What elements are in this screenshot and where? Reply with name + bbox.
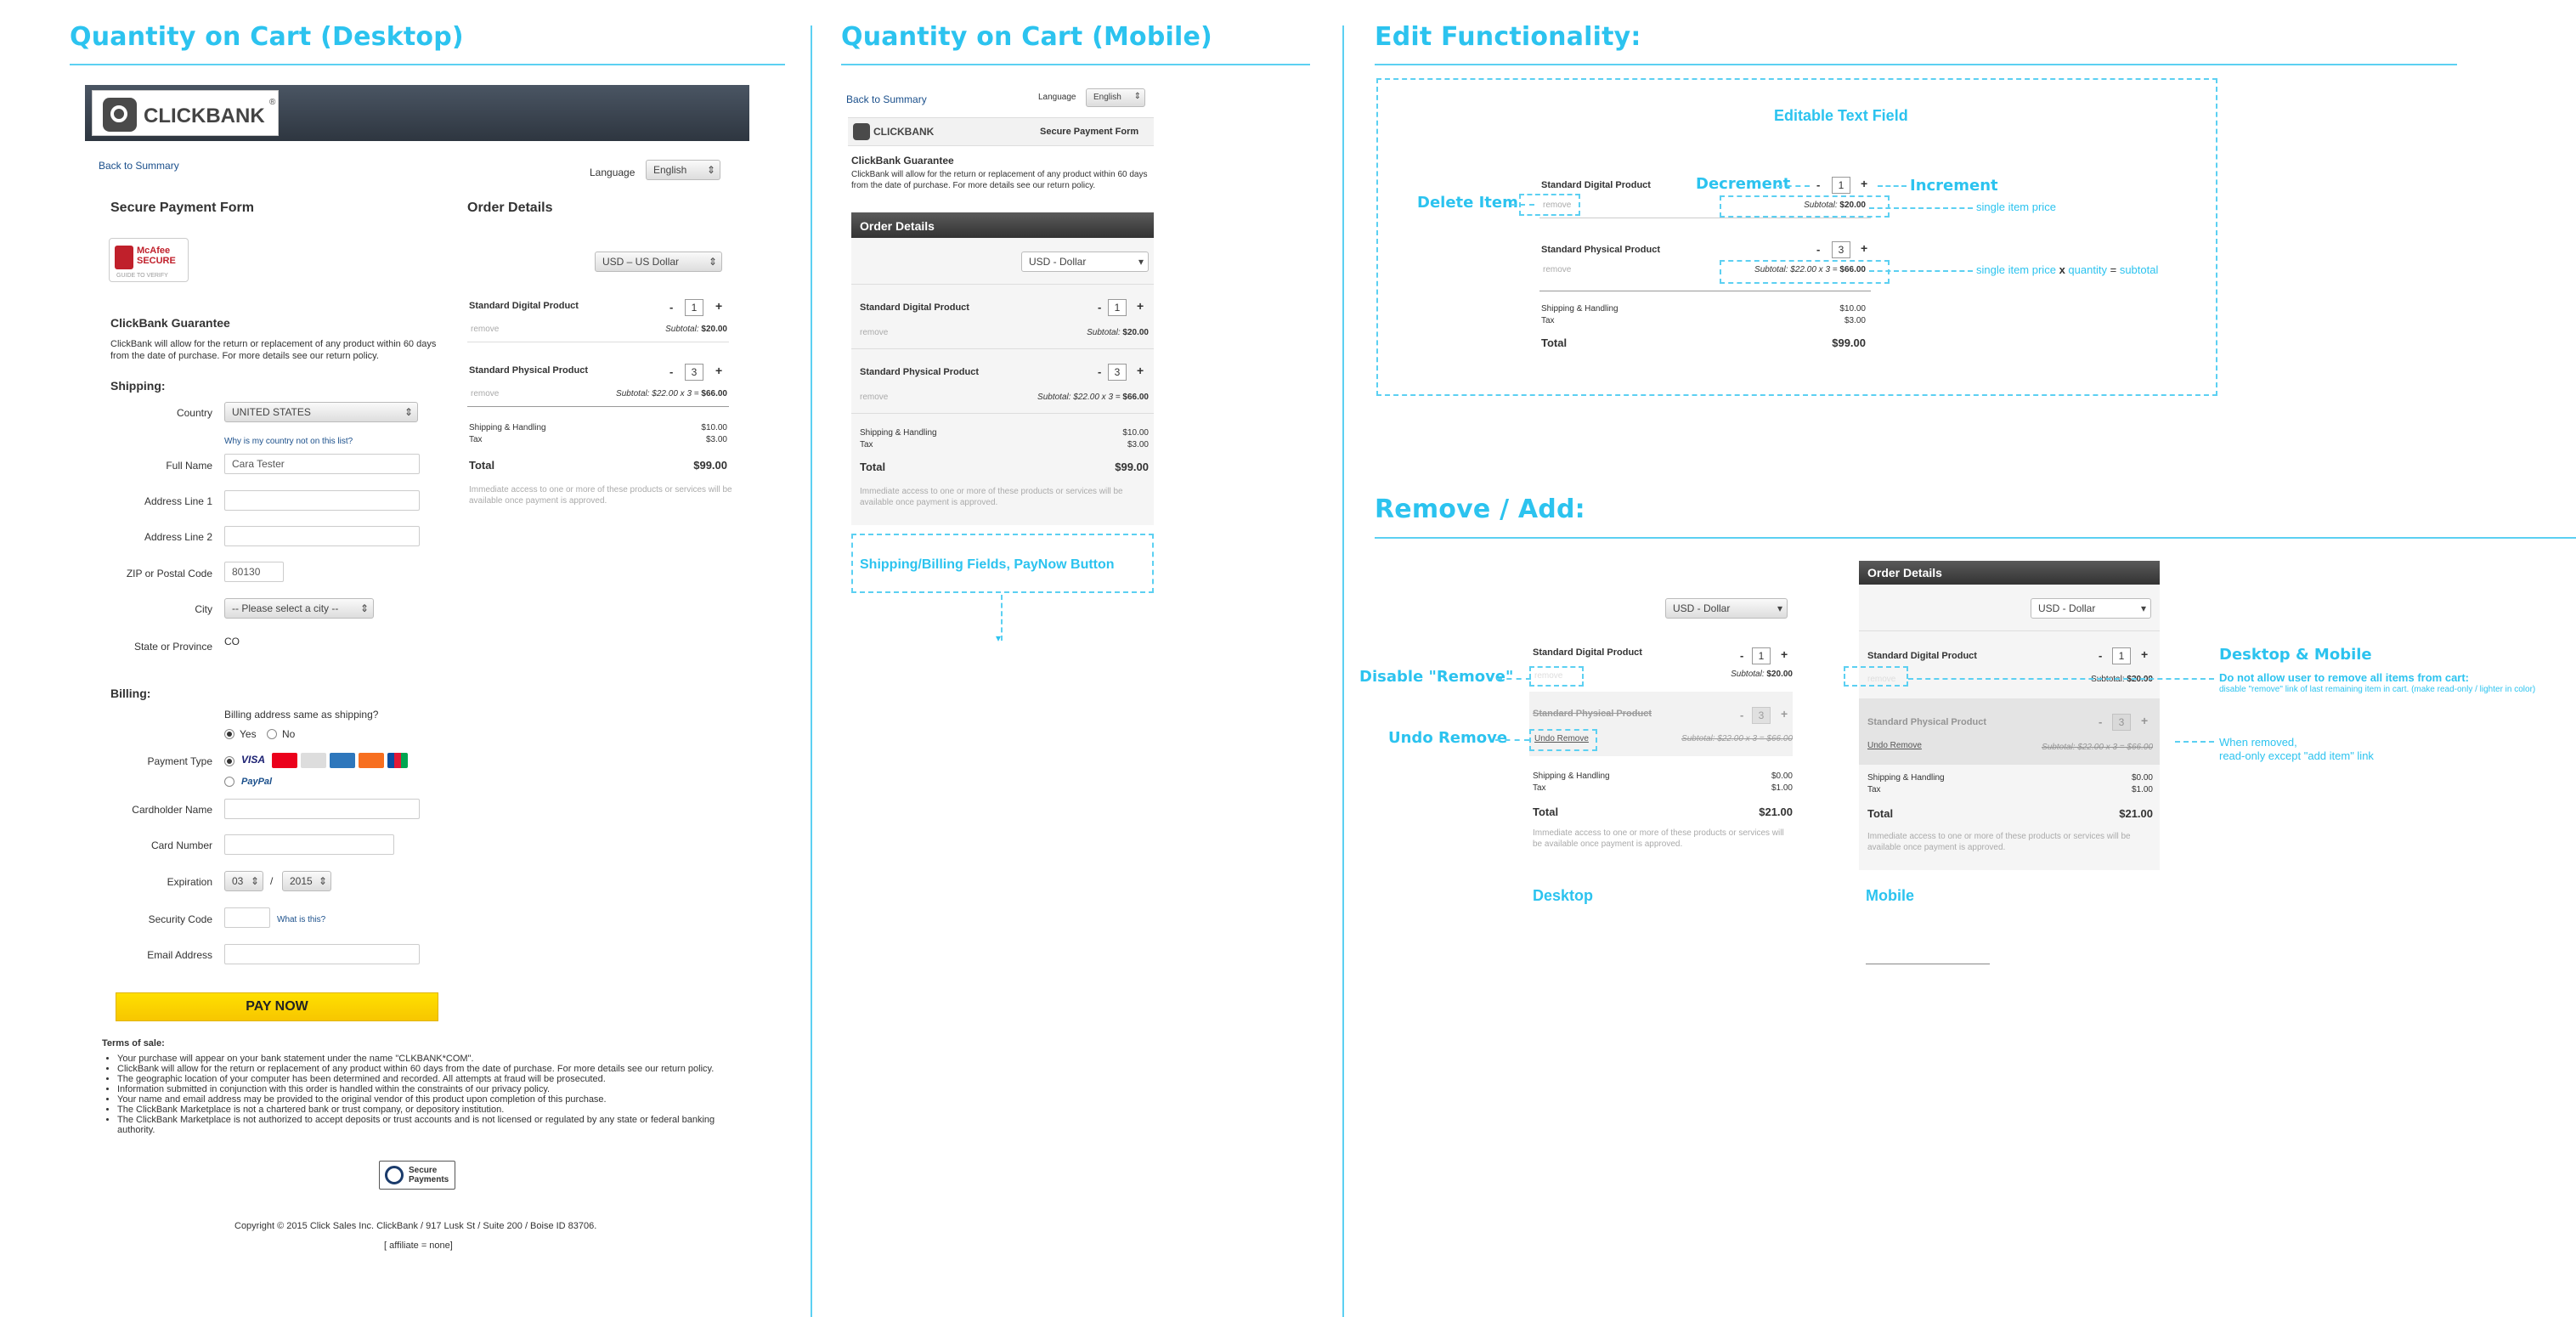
tax-value: $3.00 — [1844, 316, 1866, 325]
payment-type-label: Payment Type — [147, 755, 212, 767]
divider — [851, 413, 1154, 414]
quantity-input: 3 — [1752, 707, 1771, 724]
terms-item: • Your name and email address may be provided to the original vendor of this product upon completion of this purchase. — [117, 1094, 734, 1105]
quantity-input[interactable]: 3 — [1832, 241, 1850, 258]
plus-icon[interactable]: + — [1781, 647, 1788, 661]
card-number-label: Card Number — [150, 839, 212, 851]
shipping-label: Shipping & Handling — [860, 428, 937, 438]
chevron-down-icon: ⇕ — [706, 164, 715, 176]
chevron-down-icon: ⇕ — [250, 875, 259, 887]
email-input[interactable] — [224, 944, 420, 964]
total-label: Total — [860, 461, 886, 473]
tax-value: $3.00 — [705, 435, 727, 444]
dashed-arrow-icon — [1878, 185, 1907, 187]
logo-reg: ® — [269, 98, 276, 107]
subtotal-value: Subtotal: $22.00 x 3 = $66.00 — [1681, 734, 1793, 743]
tax-label: Tax — [1867, 785, 1881, 794]
minus-icon[interactable]: - — [1098, 301, 1102, 314]
chevron-down-icon: ⇕ — [1133, 92, 1141, 101]
amex-icon — [330, 753, 355, 768]
chevron-down-icon: ▾ — [1777, 602, 1782, 614]
jcb-icon — [387, 753, 408, 768]
header-bar — [85, 85, 749, 141]
undo-highlight — [1529, 729, 1597, 751]
shipping-label: Shipping & Handling — [1533, 772, 1610, 781]
billing-yes-label: Yes — [240, 728, 257, 740]
mobile-currency-select[interactable]: USD - Dollar ▾ — [1021, 252, 1149, 272]
tax-value: $3.00 — [1127, 440, 1149, 449]
total-label: Total — [1533, 805, 1559, 818]
mobile-placeholder-box — [851, 534, 1154, 593]
plus-icon[interactable]: + — [1861, 241, 1868, 255]
mcafee-badge: McAfee SECURE GUIDE TO VERIFY — [109, 238, 189, 282]
diners-icon — [301, 753, 326, 768]
item-name: Standard Physical Product — [1867, 717, 1986, 727]
tax-label: Tax — [860, 440, 873, 449]
chevron-down-icon: ▾ — [1138, 256, 1144, 268]
subtotal-label: Subtotal: — [1087, 328, 1121, 337]
minus-icon[interactable]: - — [669, 301, 674, 314]
quantity-input[interactable]: 1 — [685, 299, 703, 316]
pay-now-button[interactable]: PAY NOW — [116, 992, 438, 1021]
undo-remove-link[interactable]: Undo Remove — [1867, 741, 1922, 750]
dashed-arrow-icon — [1495, 739, 1529, 741]
access-note: Immediate access to one or more of these products or services will be available once payment is approved. — [1533, 828, 1784, 849]
divider — [851, 348, 1154, 349]
zip-input[interactable]: 80130 — [224, 562, 284, 582]
subtotal-value: $66.00 — [701, 389, 727, 398]
divider — [851, 284, 1154, 285]
quantity-input[interactable]: 1 — [1752, 647, 1771, 664]
zip-label: ZIP or Postal Code — [126, 568, 212, 579]
dashed-arrow-icon — [2175, 741, 2214, 743]
remove-mobile-currency-select[interactable]: USD - Dollar ▾ — [2031, 598, 2151, 619]
total-value: $99.00 — [693, 459, 727, 472]
mobile-order-bar: Order Details — [1859, 561, 2160, 585]
subtotal-label: Subtotal: $22.00 x 3 = — [1037, 393, 1121, 402]
mobile-guarantee-text: ClickBank will allow for the return or replacement of any product within 60 days from the date of purchase. For more details see our return policy. — [851, 170, 1148, 190]
shipping-label: Shipping & Handling — [1541, 304, 1618, 314]
access-note: Immediate access to one or more of these products or services will be available once payment is approved. — [469, 485, 732, 506]
divider — [1375, 64, 2457, 65]
shipping-value: $10.00 — [701, 423, 727, 432]
total-label: Total — [1541, 336, 1568, 349]
back-to-summary-link[interactable]: Back to Summary — [99, 160, 179, 172]
divider — [70, 64, 785, 65]
desktop-label: Desktop — [1533, 887, 1594, 904]
card-number-input[interactable] — [224, 834, 394, 855]
terms-list — [105, 1054, 734, 1135]
chevron-down-icon: ⇕ — [318, 875, 327, 887]
language-label: Language — [590, 167, 636, 178]
mobile-header — [848, 117, 1154, 146]
single-price-note: single item price — [1976, 201, 2056, 213]
fullname-input[interactable]: Cara Tester — [224, 454, 420, 474]
terms-title: Terms of sale: — [102, 1038, 165, 1049]
total-label: Total — [469, 459, 495, 472]
mobile-order-panel — [851, 212, 1154, 525]
visa-icon: VISA — [241, 754, 266, 766]
subtotal-value: $20.00 — [1766, 670, 1793, 679]
mcafee-shield-icon — [115, 246, 133, 269]
mobile-back-link[interactable]: Back to Summary — [846, 93, 927, 105]
affiliate: [ affiliate = none] — [384, 1241, 453, 1251]
dashed-arrow-icon — [1001, 595, 1003, 641]
subtotal-value: $20.00 — [2127, 675, 2153, 684]
billing-no-radio[interactable] — [267, 729, 277, 739]
section-title-edit: Edit Functionality: — [1375, 22, 1641, 52]
remove-link[interactable]: remove — [1543, 265, 1572, 274]
total-value: $99.00 — [1115, 461, 1149, 473]
shipping-heading: Shipping: — [110, 379, 166, 393]
subtotal-value: $66.00 — [1122, 393, 1149, 402]
total-value: $99.00 — [1832, 336, 1866, 349]
security-code-label: Security Code — [148, 913, 212, 925]
clickbank-logo[interactable] — [92, 90, 279, 136]
tax-value: $1.00 — [1771, 783, 1793, 793]
state-value: CO — [224, 636, 240, 647]
plus-icon[interactable]: + — [715, 364, 723, 377]
billing-same-label: Billing address same as shipping? — [224, 709, 379, 721]
minus-icon: - — [1740, 709, 1744, 721]
order-title: Order Details — [467, 201, 553, 215]
decrement-label: Decrement — [1696, 175, 1791, 193]
disabled-remove-link: remove — [1867, 675, 1896, 684]
exp-year-select[interactable]: 2015 ⇕ — [282, 871, 331, 891]
remove-link[interactable]: remove — [1543, 201, 1572, 210]
chevron-down-icon: ⇕ — [359, 602, 369, 614]
item-name: Standard Physical Product — [860, 367, 979, 377]
access-note: Immediate access to one or more of these products or services will be available once payment is approved. — [860, 487, 1123, 507]
section-title-remove: Remove / Add: — [1375, 495, 1585, 524]
column-divider — [811, 25, 812, 1317]
subtotal-label: Subtotal: — [1804, 201, 1838, 210]
tax-value: $1.00 — [2131, 785, 2153, 794]
terms-item: • Information submitted in conjunction with this order is handled within the constraints of our privacy policy. — [117, 1084, 734, 1094]
disable-highlight — [1529, 666, 1584, 687]
address2-input[interactable] — [224, 526, 420, 546]
secure-payments-badge: Secure Payments — [379, 1161, 455, 1190]
item-name: Standard Physical Product — [1541, 245, 1660, 255]
subtotal-value: $66.00 — [1839, 265, 1866, 274]
language-select[interactable]: English ⇕ — [646, 160, 720, 180]
item-name: Standard Digital Product — [860, 302, 969, 313]
card-logos — [241, 751, 411, 770]
total-value: $21.00 — [1759, 805, 1793, 818]
billing-yes-radio[interactable] — [224, 729, 234, 739]
undo-remove-link[interactable]: Undo Remove — [1534, 734, 1589, 743]
increment-label: Increment — [1910, 177, 1998, 195]
terms-item: • Your purchase will appear on your bank statement under the name "CLKBANK*COM". — [117, 1054, 734, 1064]
subtotal-label: Subtotal: $22.00 x 3 = — [616, 389, 699, 398]
formula-highlight — [1720, 260, 1890, 284]
editable-text-field-label: Editable Text Field — [1774, 107, 1908, 124]
logo-mark-icon — [103, 98, 137, 132]
remove-link[interactable]: remove — [860, 393, 889, 402]
plus-icon: + — [1781, 707, 1788, 721]
section-title-desktop: Quantity on Cart (Desktop) — [70, 22, 464, 52]
dm-rule: Do not allow user to remove all items from cart: — [2219, 671, 2470, 684]
item-name: Standard Digital Product — [1867, 651, 1977, 661]
access-note: Immediate access to one or more of these products or services will be available once payment is approved. — [1867, 832, 2131, 852]
item-name: Standard Physical Product — [469, 365, 588, 376]
section-title-mobile: Quantity on Cart (Mobile) — [841, 22, 1212, 52]
disable-highlight-mobile — [1844, 666, 1908, 687]
quantity-input[interactable]: 3 — [1108, 364, 1127, 381]
guarantee-title: ClickBank Guarantee — [110, 316, 230, 330]
tax-label: Tax — [1533, 783, 1546, 793]
card-radio[interactable] — [224, 756, 234, 766]
paypal-icon: PayPal — [241, 777, 273, 787]
dashed-arrow-icon — [1908, 678, 2214, 680]
country-help-link[interactable]: Why is my country not on this list? — [224, 437, 353, 446]
city-label: City — [195, 603, 212, 615]
subtotal-label: Subtotal: — [2091, 675, 2125, 684]
mobile-label: Mobile — [1866, 887, 1914, 904]
address1-input[interactable] — [224, 490, 420, 511]
form-title: Secure Payment Form — [110, 201, 254, 215]
shipping-value: $0.00 — [1771, 772, 1793, 781]
remove-link[interactable]: remove — [471, 325, 500, 334]
item-name: Standard Digital Product — [469, 301, 579, 311]
subtotal-label: Subtotal: $22.00 x 3 = — [1754, 265, 1838, 274]
divider — [467, 406, 729, 407]
mobile-logo-text: CLICKBANK — [873, 126, 935, 138]
formula-note: single item price x quantity = subtotal — [1976, 263, 2159, 276]
security-help-link[interactable]: What is this? — [277, 915, 326, 924]
mastercard-icon — [272, 753, 297, 768]
removed-item-block — [1859, 698, 2160, 765]
tax-label: Tax — [1541, 316, 1555, 325]
minus-icon[interactable]: - — [1816, 178, 1821, 191]
divider — [1859, 630, 2160, 631]
quantity-input[interactable]: 1 — [2112, 647, 2131, 664]
removed-note-1: When removed, — [2219, 736, 2297, 749]
minus-icon[interactable]: - — [1816, 243, 1821, 256]
currency-select[interactable]: USD – US Dollar ⇕ — [595, 252, 722, 272]
plus-icon[interactable]: + — [715, 299, 723, 313]
mobile-guarantee-title: ClickBank Guarantee — [851, 155, 954, 167]
dashed-arrow-icon — [1869, 270, 1973, 272]
plus-icon[interactable]: + — [1861, 177, 1868, 190]
shipping-value: $10.00 — [1839, 304, 1866, 314]
cardholder-label: Cardholder Name — [132, 804, 212, 816]
country-select[interactable]: UNITED STATES ⇕ — [224, 402, 418, 422]
exp-separator: / — [270, 875, 274, 887]
remove-mobile-order — [1859, 561, 2160, 870]
address1-label: Address Line 1 — [144, 495, 212, 507]
quantity-input[interactable]: 1 — [1108, 299, 1127, 316]
logo-mark-icon — [853, 123, 870, 140]
logo-text: CLICKBANK — [144, 105, 265, 127]
chevron-down-icon: ⇕ — [708, 256, 717, 268]
plus-icon[interactable]: + — [2141, 647, 2149, 661]
paypal-radio[interactable] — [224, 777, 234, 787]
dm-rule-sub: disable "remove" link of last remaining item in cart. (make read-only / lighter in color) — [2219, 685, 2536, 694]
subtotal-value: $20.00 — [1839, 201, 1866, 210]
terms-item: • The geographic location of your computer has been determined and recorded. All attempts at fraud will be prosecuted. — [117, 1074, 734, 1084]
mobile-form-title: Secure Payment Form — [1040, 127, 1139, 137]
disable-remove-label: Disable "Remove" — [1359, 668, 1514, 686]
fullname-label: Full Name — [166, 460, 212, 472]
item-name: Standard Physical Product — [1533, 709, 1652, 719]
total-value: $21.00 — [2119, 807, 2153, 820]
divider — [1375, 537, 2576, 539]
item-name: Standard Digital Product — [1541, 180, 1651, 190]
exp-month-select[interactable]: 03 ⇕ — [224, 871, 263, 891]
divider — [841, 64, 1310, 65]
quantity-input: 3 — [2112, 714, 2131, 731]
disabled-remove-link: remove — [1534, 671, 1563, 681]
desktop-mobile-title: Desktop & Mobile — [2219, 646, 2372, 664]
subtotal-value: $20.00 — [701, 325, 727, 334]
remove-desktop-currency-select[interactable]: USD - Dollar ▾ — [1665, 598, 1788, 619]
billing-no-label: No — [282, 728, 296, 740]
tax-label: Tax — [469, 435, 483, 444]
subtotal-value: Subtotal: $22.00 x 3 = $66.00 — [2042, 743, 2153, 752]
minus-icon[interactable]: - — [1098, 365, 1102, 378]
subtotal-value: $20.00 — [1122, 328, 1149, 337]
item-name: Standard Digital Product — [1533, 647, 1642, 658]
shipping-value: $10.00 — [1122, 428, 1149, 438]
expiration-label: Expiration — [167, 876, 212, 888]
billing-heading: Billing: — [110, 687, 151, 700]
copyright: Copyright © 2015 Click Sales Inc. ClickBank / 917 Lusk St / Suite 200 / Boise ID 83706. — [234, 1221, 597, 1231]
email-label: Email Address — [147, 949, 212, 961]
shipping-value: $0.00 — [2131, 773, 2153, 783]
cardholder-input[interactable] — [224, 799, 420, 819]
minus-icon: - — [2099, 715, 2103, 728]
chevron-down-icon: ⇕ — [404, 406, 413, 418]
quantity-input[interactable]: 1 — [1832, 177, 1850, 194]
desktop-order-details — [467, 299, 732, 512]
mobile-language-select[interactable]: English ⇕ — [1086, 88, 1145, 107]
arrow-head-icon: ▾ — [996, 632, 1002, 644]
remove-link[interactable]: remove — [860, 328, 889, 337]
subtotal-label: Subtotal: — [665, 325, 699, 334]
shipping-label: Shipping & Handling — [469, 423, 546, 432]
shipping-label: Shipping & Handling — [1867, 773, 1945, 783]
chevron-down-icon: ▾ — [2140, 602, 2146, 614]
secure-icon — [385, 1166, 404, 1184]
city-select[interactable]: -- Please select a city -- ⇕ — [224, 598, 374, 619]
guarantee-text: ClickBank will allow for the return or replacement of any product within 60 days from the date of purchase. For more details see our return policy. — [110, 339, 437, 361]
plus-icon[interactable]: + — [1137, 364, 1144, 377]
security-code-input[interactable] — [224, 907, 270, 928]
discover-icon — [359, 753, 384, 768]
minus-icon[interactable]: - — [669, 365, 674, 378]
terms-item: • The ClickBank Marketplace is not authorized to accept deposits or trust accounts and is not licensed or regulated by any state or federal banking authority. — [117, 1115, 734, 1135]
state-label: State or Province — [133, 641, 212, 653]
address2-label: Address Line 2 — [144, 531, 212, 543]
subtotal-label: Subtotal: — [1731, 670, 1765, 679]
country-label: Country — [176, 407, 212, 419]
plus-icon: + — [2141, 714, 2149, 727]
dashed-arrow-icon — [1497, 678, 1531, 680]
terms-item: • The ClickBank Marketplace is not a chartered bank or trust company, or depository institution. — [117, 1105, 734, 1115]
mobile-language-label: Language — [1038, 93, 1076, 102]
remove-link[interactable]: remove — [471, 389, 500, 398]
quantity-input[interactable]: 3 — [685, 364, 703, 381]
terms-item: • ClickBank will allow for the return or replacement of any product within 60 days from the date of purchase. For more details see our return policy. — [117, 1064, 734, 1074]
minus-icon[interactable]: - — [2099, 649, 2103, 662]
placeholder-text: Shipping/Billing Fields, PayNow Button — [860, 557, 1115, 572]
delete-item-label: Delete Item — [1417, 194, 1518, 212]
subtotal-highlight — [1720, 195, 1890, 218]
column-divider — [1342, 25, 1344, 1317]
plus-icon[interactable]: + — [1137, 299, 1144, 313]
minus-icon[interactable]: - — [1740, 649, 1744, 662]
mobile-order-bar: Order Details — [851, 212, 1154, 238]
removed-note-2: read-only except "add item" link — [2219, 749, 2374, 762]
dashed-arrow-icon — [1869, 207, 1973, 209]
undo-remove-label: Undo Remove — [1388, 729, 1508, 747]
total-label: Total — [1867, 807, 1894, 820]
